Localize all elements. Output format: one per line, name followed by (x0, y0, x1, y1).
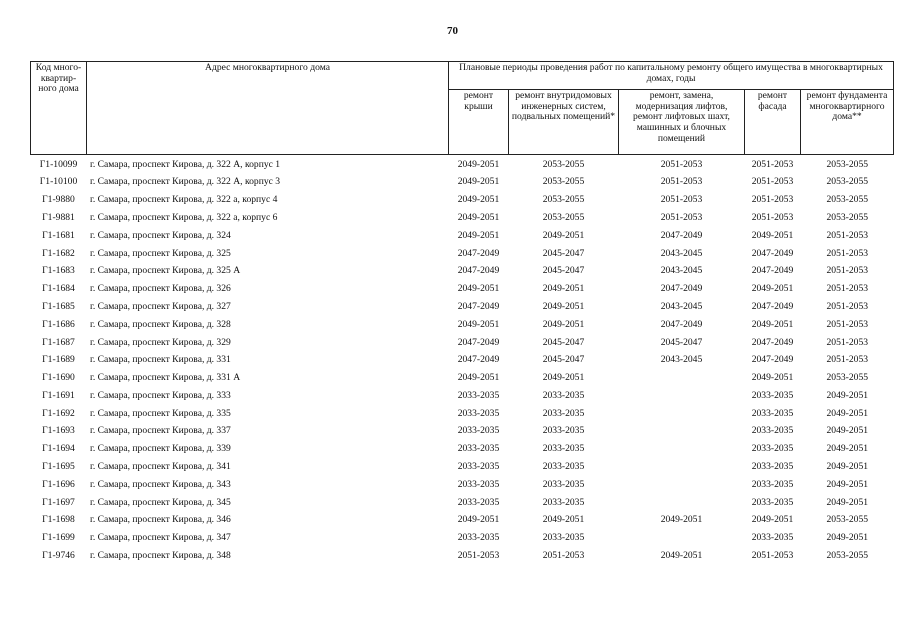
page-number: 70 (447, 25, 458, 37)
cell-address: г. Самара, проспект Кирова, д. 327 (90, 300, 231, 312)
cell-facade: 2049-2051 (751, 372, 794, 384)
cell-systems: 2033-2035 (542, 532, 585, 544)
cell-systems: 2049-2051 (542, 283, 585, 295)
cell-foundation: 2053-2055 (826, 372, 869, 384)
cell-foundation: 2053-2055 (826, 211, 869, 223)
cell-systems: 2045-2047 (542, 265, 585, 277)
cell-foundation: 2053-2055 (826, 158, 869, 170)
cell-roof: 2051-2053 (457, 550, 500, 562)
cell-lifts (619, 405, 745, 423)
cell-systems: 2053-2055 (542, 158, 585, 170)
cell-code: Г1-9746 (42, 550, 75, 562)
cell-roof: 2047-2049 (457, 354, 500, 366)
cell-lifts: 2051-2053 (660, 158, 703, 170)
table-row (31, 334, 894, 352)
repair-schedule-table (30, 61, 894, 565)
table-body (31, 155, 894, 566)
cell-code: Г1-1689 (42, 354, 75, 366)
table-row (31, 263, 894, 281)
cell-systems: 2049-2051 (542, 229, 585, 241)
cell-systems: 2033-2035 (542, 496, 585, 508)
cell-roof: 2049-2051 (457, 176, 500, 188)
cell-roof: 2033-2035 (457, 425, 500, 437)
cell-code: Г1-1682 (42, 247, 75, 259)
cell-lifts (619, 459, 745, 477)
cell-code: Г1-1692 (42, 407, 75, 419)
cell-facade: 2033-2035 (751, 389, 794, 401)
cell-lifts: 2051-2053 (660, 194, 703, 206)
table-row (31, 209, 894, 227)
cell-lifts (619, 494, 745, 512)
header-systems: ремонт внутридомовых инженерных систем, подвальных помещений* (509, 90, 619, 155)
cell-foundation: 2049-2051 (826, 461, 869, 473)
header-roof: ремонт крыши (449, 90, 509, 155)
cell-facade: 2033-2035 (751, 425, 794, 437)
cell-code: Г1-1698 (42, 514, 75, 526)
cell-lifts: 2045-2047 (660, 336, 703, 348)
cell-roof: 2049-2051 (457, 318, 500, 330)
cell-foundation: 2053-2055 (826, 550, 869, 562)
cell-foundation: 2049-2051 (826, 532, 869, 544)
table-row (31, 405, 894, 423)
cell-roof: 2033-2035 (457, 532, 500, 544)
cell-lifts (619, 387, 745, 405)
cell-roof: 2047-2049 (457, 336, 500, 348)
cell-roof: 2033-2035 (457, 461, 500, 473)
cell-foundation: 2051-2053 (826, 318, 869, 330)
cell-code: Г1-1694 (42, 443, 75, 455)
cell-address: г. Самара, проспект Кирова, д. 322 А, корпус 3 (90, 176, 281, 188)
cell-address: г. Самара, проспект Кирова, д. 345 (90, 496, 231, 508)
cell-systems: 2051-2053 (542, 550, 585, 562)
cell-address: г. Самара, проспект Кирова, д. 325 (90, 247, 231, 259)
cell-foundation: 2049-2051 (826, 443, 869, 455)
cell-lifts: 2043-2045 (660, 265, 703, 277)
table-row (31, 281, 894, 299)
table-row (31, 352, 894, 370)
cell-lifts: 2049-2051 (660, 550, 703, 562)
cell-facade: 2047-2049 (751, 300, 794, 312)
cell-facade: 2047-2049 (751, 354, 794, 366)
cell-systems: 2049-2051 (542, 300, 585, 312)
table-row (31, 494, 894, 512)
cell-roof: 2049-2051 (457, 194, 500, 206)
cell-code: Г1-10099 (39, 158, 78, 170)
cell-address: г. Самара, проспект Кирова, д. 331 А (90, 372, 241, 384)
cell-address: г. Самара, проспект Кирова, д. 348 (90, 550, 231, 562)
cell-address: г. Самара, проспект Кирова, д. 341 (90, 461, 231, 473)
cell-lifts: 2047-2049 (660, 318, 703, 330)
cell-foundation: 2053-2055 (826, 194, 869, 206)
cell-address: г. Самара, проспект Кирова, д. 346 (90, 514, 231, 526)
cell-address: г. Самара, проспект Кирова, д. 326 (90, 283, 231, 295)
cell-facade: 2033-2035 (751, 443, 794, 455)
cell-code: Г1-9881 (42, 211, 75, 223)
cell-systems: 2033-2035 (542, 461, 585, 473)
cell-foundation: 2051-2053 (826, 354, 869, 366)
cell-lifts (619, 476, 745, 494)
cell-foundation: 2049-2051 (826, 425, 869, 437)
cell-foundation: 2051-2053 (826, 247, 869, 259)
table-row (31, 298, 894, 316)
cell-roof: 2047-2049 (457, 300, 500, 312)
cell-roof: 2033-2035 (457, 478, 500, 490)
header-facade: ремонт фасада (745, 90, 801, 155)
cell-address: г. Самара, проспект Кирова, д. 329 (90, 336, 231, 348)
table-row (31, 155, 894, 174)
cell-address: г. Самара, проспект Кирова, д. 325 А (90, 265, 241, 277)
cell-lifts: 2047-2049 (660, 283, 703, 295)
cell-roof: 2033-2035 (457, 496, 500, 508)
cell-address: г. Самара, проспект Кирова, д. 343 (90, 478, 231, 490)
table-row (31, 174, 894, 192)
table-row (31, 387, 894, 405)
table-row (31, 548, 894, 566)
cell-facade: 2051-2053 (751, 176, 794, 188)
cell-facade: 2051-2053 (751, 158, 794, 170)
cell-roof: 2047-2049 (457, 247, 500, 259)
cell-lifts (619, 370, 745, 388)
cell-address: г. Самара, проспект Кирова, д. 347 (90, 532, 231, 544)
cell-lifts: 2049-2051 (660, 514, 703, 526)
table-row (31, 530, 894, 548)
cell-systems: 2033-2035 (542, 443, 585, 455)
cell-foundation: 2051-2053 (826, 300, 869, 312)
cell-lifts (619, 423, 745, 441)
cell-address: г. Самара, проспект Кирова, д. 324 (90, 229, 231, 241)
cell-address: г. Самара, проспект Кирова, д. 322 А, корпус 1 (90, 158, 281, 170)
cell-facade: 2033-2035 (751, 532, 794, 544)
cell-systems: 2049-2051 (542, 318, 585, 330)
cell-roof: 2049-2051 (457, 211, 500, 223)
cell-foundation: 2051-2053 (826, 283, 869, 295)
cell-facade: 2033-2035 (751, 478, 794, 490)
table-row (31, 192, 894, 210)
cell-code: Г1-1681 (42, 229, 75, 241)
cell-lifts (619, 441, 745, 459)
header-address: Адрес многоквартирного дома (87, 62, 449, 155)
cell-facade: 2033-2035 (751, 496, 794, 508)
cell-systems: 2053-2055 (542, 194, 585, 206)
cell-roof: 2033-2035 (457, 407, 500, 419)
cell-lifts (619, 530, 745, 548)
cell-code: Г1-1693 (42, 425, 75, 437)
header-lifts: ремонт, замена, модернизация лифтов, ремонт лифтовых шахт, машинных и блочных помещений (619, 90, 745, 155)
cell-lifts: 2051-2053 (660, 176, 703, 188)
cell-address: г. Самара, проспект Кирова, д. 333 (90, 389, 231, 401)
cell-address: г. Самара, проспект Кирова, д. 322 а, корпус 6 (90, 211, 278, 223)
cell-address: г. Самара, проспект Кирова, д. 339 (90, 443, 231, 455)
cell-roof: 2049-2051 (457, 514, 500, 526)
cell-code: Г1-1695 (42, 461, 75, 473)
table-row (31, 370, 894, 388)
cell-roof: 2049-2051 (457, 372, 500, 384)
cell-code: Г1-1685 (42, 300, 75, 312)
cell-code: Г1-1699 (42, 532, 75, 544)
cell-systems: 2033-2035 (542, 425, 585, 437)
cell-address: г. Самара, проспект Кирова, д. 328 (90, 318, 231, 330)
cell-facade: 2051-2053 (751, 211, 794, 223)
cell-systems: 2049-2051 (542, 514, 585, 526)
cell-lifts: 2051-2053 (660, 211, 703, 223)
cell-roof: 2033-2035 (457, 389, 500, 401)
cell-facade: 2033-2035 (751, 461, 794, 473)
table-row (31, 476, 894, 494)
header-foundation: ремонт фундамента многоквартирного дома** (801, 90, 894, 155)
cell-code: Г1-1697 (42, 496, 75, 508)
cell-systems: 2045-2047 (542, 354, 585, 366)
cell-address: г. Самара, проспект Кирова, д. 331 (90, 354, 231, 366)
cell-foundation: 2051-2053 (826, 336, 869, 348)
cell-systems: 2049-2051 (542, 372, 585, 384)
cell-code: Г1-1687 (42, 336, 75, 348)
cell-foundation: 2049-2051 (826, 478, 869, 490)
table-row (31, 512, 894, 530)
cell-facade: 2047-2049 (751, 247, 794, 259)
table-row (31, 316, 894, 334)
header-periods: Плановые периоды проведения работ по капитальному ремонту общего имущества в многоквартирных домах, годы (449, 62, 894, 90)
cell-code: Г1-1686 (42, 318, 75, 330)
cell-foundation: 2051-2053 (826, 229, 869, 241)
header-code: Код много-квартир-ного дома (31, 62, 87, 155)
cell-lifts: 2043-2045 (660, 300, 703, 312)
cell-roof: 2033-2035 (457, 443, 500, 455)
cell-foundation: 2053-2055 (826, 514, 869, 526)
cell-systems: 2045-2047 (542, 247, 585, 259)
cell-facade: 2047-2049 (751, 265, 794, 277)
cell-address: г. Самара, проспект Кирова, д. 322 а, корпус 4 (90, 194, 278, 206)
cell-lifts: 2043-2045 (660, 247, 703, 259)
cell-roof: 2049-2051 (457, 158, 500, 170)
cell-facade: 2047-2049 (751, 336, 794, 348)
table-row (31, 423, 894, 441)
cell-code: Г1-1683 (42, 265, 75, 277)
cell-address: г. Самара, проспект Кирова, д. 335 (90, 407, 231, 419)
cell-facade: 2049-2051 (751, 514, 794, 526)
cell-code: Г1-1696 (42, 478, 75, 490)
cell-facade: 2051-2053 (751, 194, 794, 206)
cell-foundation: 2049-2051 (826, 389, 869, 401)
cell-address: г. Самара, проспект Кирова, д. 337 (90, 425, 231, 437)
cell-foundation: 2051-2053 (826, 265, 869, 277)
cell-facade: 2051-2053 (751, 550, 794, 562)
cell-code: Г1-10100 (39, 176, 78, 188)
cell-code: Г1-1684 (42, 283, 75, 295)
cell-facade: 2049-2051 (751, 318, 794, 330)
cell-roof: 2047-2049 (457, 265, 500, 277)
cell-lifts: 2047-2049 (660, 229, 703, 241)
cell-systems: 2045-2047 (542, 336, 585, 348)
cell-systems: 2033-2035 (542, 389, 585, 401)
cell-code: Г1-1691 (42, 389, 75, 401)
cell-facade: 2049-2051 (751, 229, 794, 241)
cell-code: Г1-1690 (42, 372, 75, 384)
cell-foundation: 2049-2051 (826, 407, 869, 419)
cell-systems: 2033-2035 (542, 407, 585, 419)
cell-facade: 2049-2051 (751, 283, 794, 295)
cell-roof: 2049-2051 (457, 283, 500, 295)
cell-foundation: 2053-2055 (826, 176, 869, 188)
cell-lifts: 2043-2045 (660, 354, 703, 366)
table-row (31, 459, 894, 477)
table-row (31, 227, 894, 245)
cell-systems: 2053-2055 (542, 211, 585, 223)
cell-roof: 2049-2051 (457, 229, 500, 241)
cell-systems: 2033-2035 (542, 478, 585, 490)
cell-code: Г1-9880 (42, 194, 75, 206)
cell-systems: 2053-2055 (542, 176, 585, 188)
table-row (31, 245, 894, 263)
cell-foundation: 2049-2051 (826, 496, 869, 508)
table-row (31, 441, 894, 459)
cell-facade: 2033-2035 (751, 407, 794, 419)
